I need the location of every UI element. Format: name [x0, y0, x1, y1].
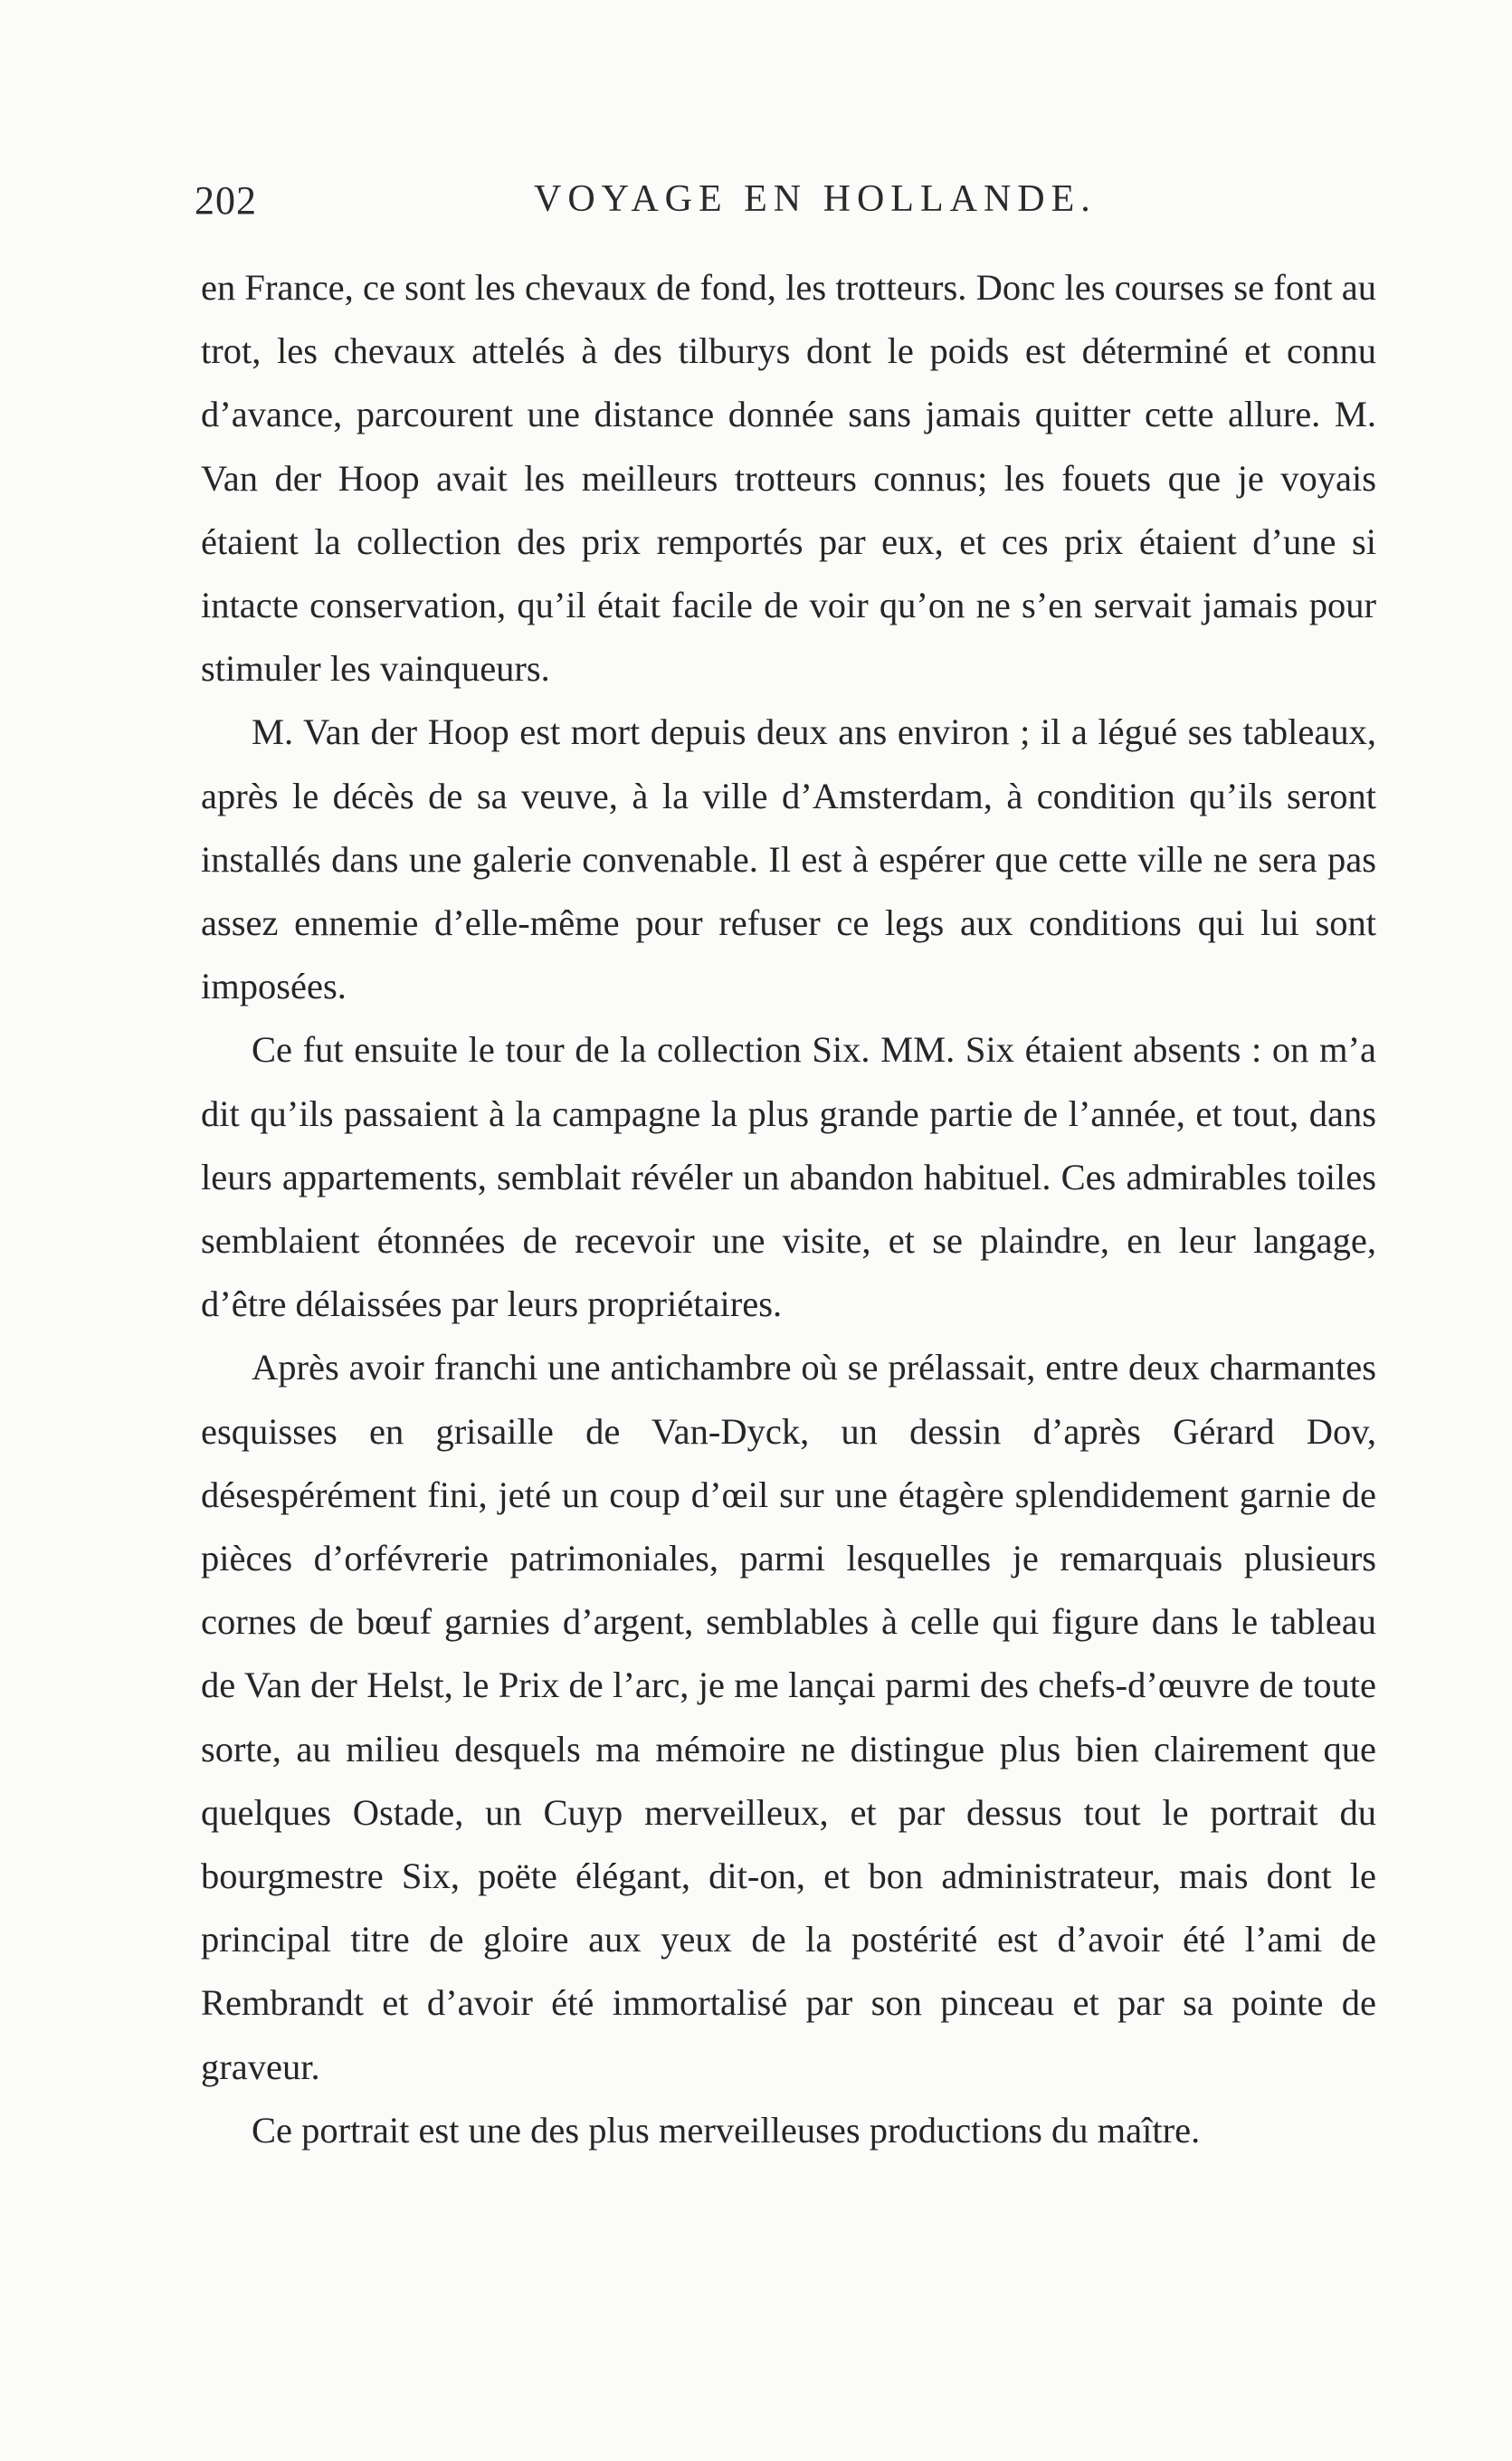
running-title: VOYAGE EN HOLLANDE. [534, 178, 1097, 220]
paragraph-portrait: Ce portrait est une des plus merveilleuses productions du maître. [252, 2109, 1201, 2151]
running-head [195, 177, 1371, 241]
page-number: 202 [195, 178, 257, 223]
paragraph-continuation: en France, ce sont les chevaux de fond, les trotteurs. Donc les courses se font au trot, les chevaux attelés à des tilburys dont le poids est déterminé et connu d’avance, parcourent une distance donnée sans jamais quitter cette allure. M. Van der Hoop avait les meilleurs trotteurs connus; les fouets que je voyais étaient la collection des prix remportés par eux, et ces prix étaient d’une si intacte conservation, qu’il était facile de voir qu’on ne s’en servait jamais pour stimuler les vainqueurs. [201, 267, 1376, 690]
paragraph-six-collection: Ce fut ensuite le tour de la collection Six. MM. Six étaient absents : on m’a dit qu’ils passaient à la campagne la plus grande partie de l’année, et tout, dans leurs appartements, semblait révéler un abandon habituel. Ces admirables toiles semblaient étonnées de recevoir une visite, et se plaindre, en leur langage, d’être délaissées par leurs propriétaires. [201, 1029, 1376, 1325]
paragraph-antechamber: Après avoir franchi une antichambre où se prélassait, entre deux charmantes esquisses en grisaille de Van-Dyck, un dessin d’après Gérard Dov, désespérément fini, jeté un coup d’œil sur une étagère splendidement garnie de pièces d’orfévrerie patrimoniales, parmi lesquelles je remarquais plusieurs cornes de bœuf garnies d’argent, semblables à celle qui figure dans le tableau de Van der Helst, le Prix de l’arc, je me lançai parmi des chefs-d’œuvre de toute sorte, au milieu desquels ma mémoire ne distingue plus bien clairement que quelques Ostade, un Cuyp merveilleux, et par dessus tout le portrait du bourgmestre Six, poëte élégant, dit-on, et bon administrateur, mais dont le principal titre de gloire aux yeux de la postérité est d’avoir été l’ami de Rembrandt et d’avoir été immortalisé par son pinceau et par sa pointe de graveur. [201, 1347, 1376, 2087]
body-text [201, 256, 1376, 2162]
paragraph-van-der-hoop-bequest: M. Van der Hoop est mort depuis deux ans environ ; il a légué ses tableaux, après le décès de sa veuve, à la ville d’Amsterdam, à condition qu’ils seront installés dans une galerie convenable. Il est à espérer que cette ville ne sera pas assez ennemie d’elle-même pour refuser ce legs aux conditions qui lui sont imposées. [201, 711, 1376, 1007]
